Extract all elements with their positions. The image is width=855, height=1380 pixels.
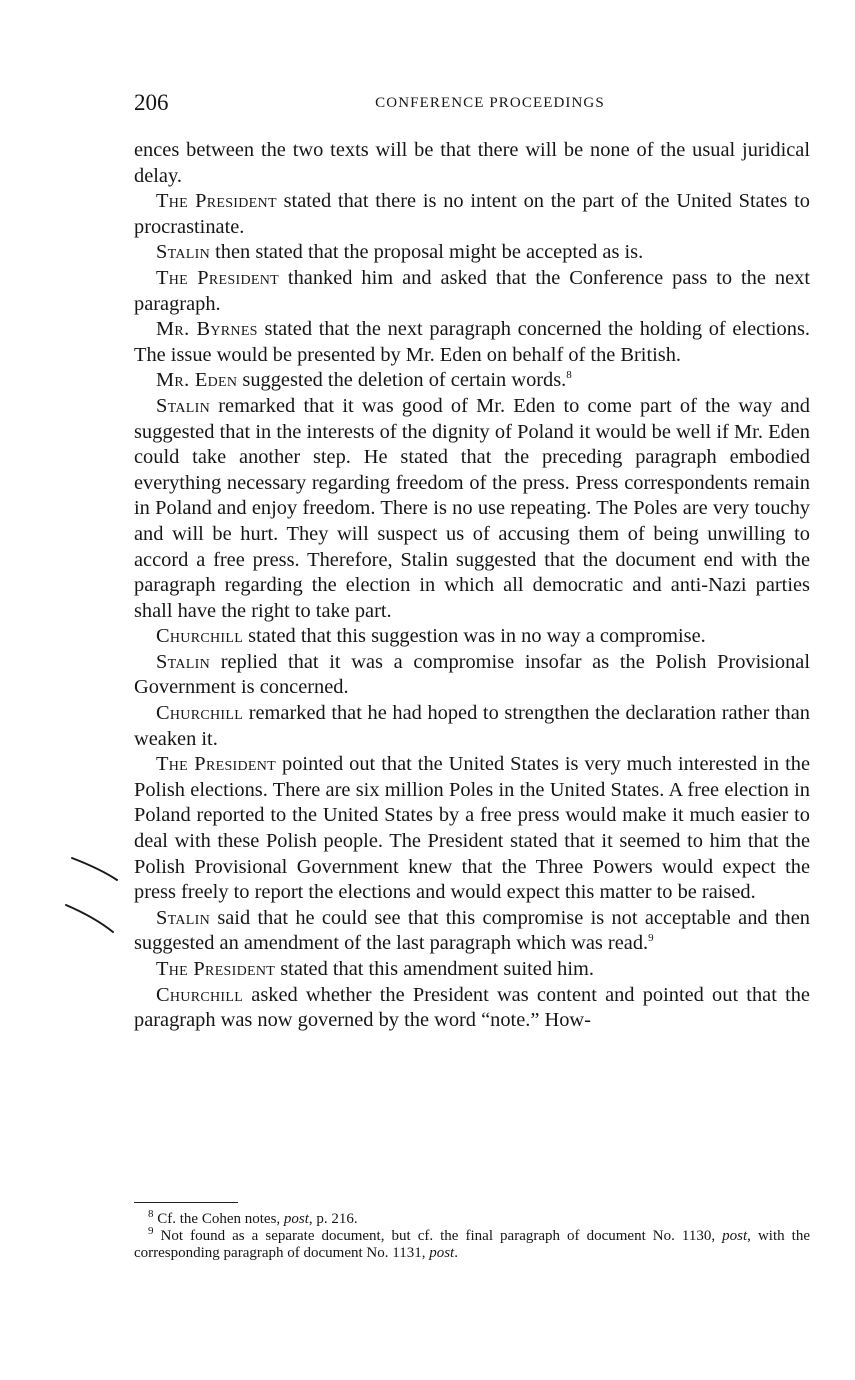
speaker-name: Churchill bbox=[156, 702, 244, 725]
footnote-marker: 9 bbox=[148, 1225, 154, 1237]
body-text bbox=[134, 138, 810, 1034]
footnote-text: , with the corresponding paragraph of document No. 1131, bbox=[134, 1228, 811, 1261]
paragraph bbox=[134, 189, 810, 240]
pen-stroke-mark bbox=[72, 858, 117, 880]
paragraph-text: pointed out that the United States is very much interested in the Polish elections. There are six million Poles in the United States. A free election in Poland reported to the United States by a free press would make it much easier to deal with these Polish people. The President stated that it seemed to him that the Polish Provisional Government knew that the Three Powers would expect the press freely to report the elections and would expect this matter to be raised. bbox=[134, 753, 810, 904]
paragraph bbox=[134, 368, 810, 394]
speaker-name: The President bbox=[156, 266, 279, 289]
footnote-italic: post bbox=[722, 1228, 748, 1244]
paragraph bbox=[134, 983, 810, 1034]
paragraph bbox=[134, 957, 810, 983]
footnote-italic: post bbox=[429, 1245, 455, 1261]
speaker-name: Mr. Eden bbox=[156, 369, 238, 392]
paragraph bbox=[134, 701, 810, 752]
paragraph bbox=[134, 906, 810, 957]
footnote-divider bbox=[134, 1202, 238, 1203]
speaker-name: Stalin bbox=[156, 394, 211, 417]
paragraph bbox=[134, 317, 810, 368]
paragraph-text: ences between the two texts will be that there will be none of the usual juridical delay. bbox=[134, 139, 810, 187]
paragraph bbox=[134, 266, 810, 317]
paragraph-text: said that he could see that this compromise is not acceptable and then suggested an amendment of the last paragraph which was read. bbox=[134, 906, 810, 955]
paragraph bbox=[134, 624, 810, 650]
speaker-name: Mr. Byrnes bbox=[156, 318, 258, 341]
paragraph bbox=[134, 240, 810, 266]
footnote-ref-8: 8 bbox=[566, 369, 572, 382]
paragraph-text: stated that this amendment suited him. bbox=[275, 958, 594, 980]
footnote-text: . bbox=[454, 1245, 458, 1261]
paragraph-text: remarked that it was good of Mr. Eden to come part of the way and suggested that in the interests of the dignity of Poland it would be well if Mr. Eden could take another step. He stated that the preceding paragraph embodied everything necessary regarding freedom of the press. Press correspondents remain in Poland and enjoy freedom. There is no use repeating. The Poles are very touchy and will be hurt. They will suspect us of accusing them of being unwilling to accord a free press. Therefore, Stalin suggested that the document end with the paragraph regarding the election in which all democratic and anti-Nazi parties shall have the right to take part. bbox=[134, 394, 810, 622]
speaker-name: Stalin bbox=[156, 650, 211, 673]
paragraph-text: asked whether the President was content and pointed out that the paragraph was now governed by the word “note.” How- bbox=[134, 983, 810, 1032]
footnote-ref-9: 9 bbox=[648, 932, 654, 945]
speaker-name: Churchill bbox=[156, 625, 244, 648]
speaker-name: The President bbox=[156, 958, 276, 980]
paragraph bbox=[134, 752, 810, 906]
speaker-name: Stalin bbox=[156, 241, 211, 264]
paragraph-text: stated that the next paragraph concerned the holding of elections. The issue would be presented by Mr. Eden on behalf of the British. bbox=[134, 318, 810, 366]
paragraph-text: suggested the deletion of certain words. bbox=[237, 369, 567, 392]
speaker-name: Stalin bbox=[156, 906, 211, 929]
paragraph bbox=[134, 650, 810, 701]
paragraph-text: thanked him and asked that the Conference pass to the next paragraph. bbox=[134, 266, 810, 315]
footnote-marker: 8 bbox=[148, 1208, 154, 1220]
paragraph-text: then stated that the proposal might be accepted as is. bbox=[210, 241, 644, 264]
footnote-text: Not found as a separate document, but cf. the final paragraph of document No. 1130, bbox=[153, 1228, 723, 1244]
paragraph-text: stated that this suggestion was in no way a compromise. bbox=[243, 625, 706, 648]
speaker-name: The President bbox=[156, 753, 277, 776]
footnotes bbox=[134, 1208, 811, 1262]
footnote bbox=[134, 1208, 810, 1228]
paragraph-text: remarked that he had hoped to strengthen the declaration rather than weaken it. bbox=[134, 702, 810, 750]
speaker-name: The President bbox=[156, 190, 277, 213]
speaker-name: Churchill bbox=[156, 983, 244, 1006]
paragraph-text: stated that there is no intent on the part of the United States to procrastinate. bbox=[134, 190, 810, 238]
running-head: CONFERENCE PROCEEDINGS bbox=[375, 95, 605, 111]
paragraph-text: replied that it was a compromise insofar as the Polish Provisional Government is concerned. bbox=[134, 650, 810, 699]
footnote-text: Cf. the Cohen notes, bbox=[153, 1211, 284, 1227]
paragraph bbox=[134, 138, 810, 189]
footnote bbox=[134, 1225, 811, 1262]
page-header bbox=[134, 88, 810, 118]
footnote-text: , p. 216. bbox=[308, 1211, 358, 1227]
footnote-italic: post bbox=[283, 1211, 309, 1227]
page-number: 206 bbox=[134, 90, 169, 115]
paragraph bbox=[134, 394, 810, 624]
pen-stroke-mark bbox=[66, 905, 113, 932]
